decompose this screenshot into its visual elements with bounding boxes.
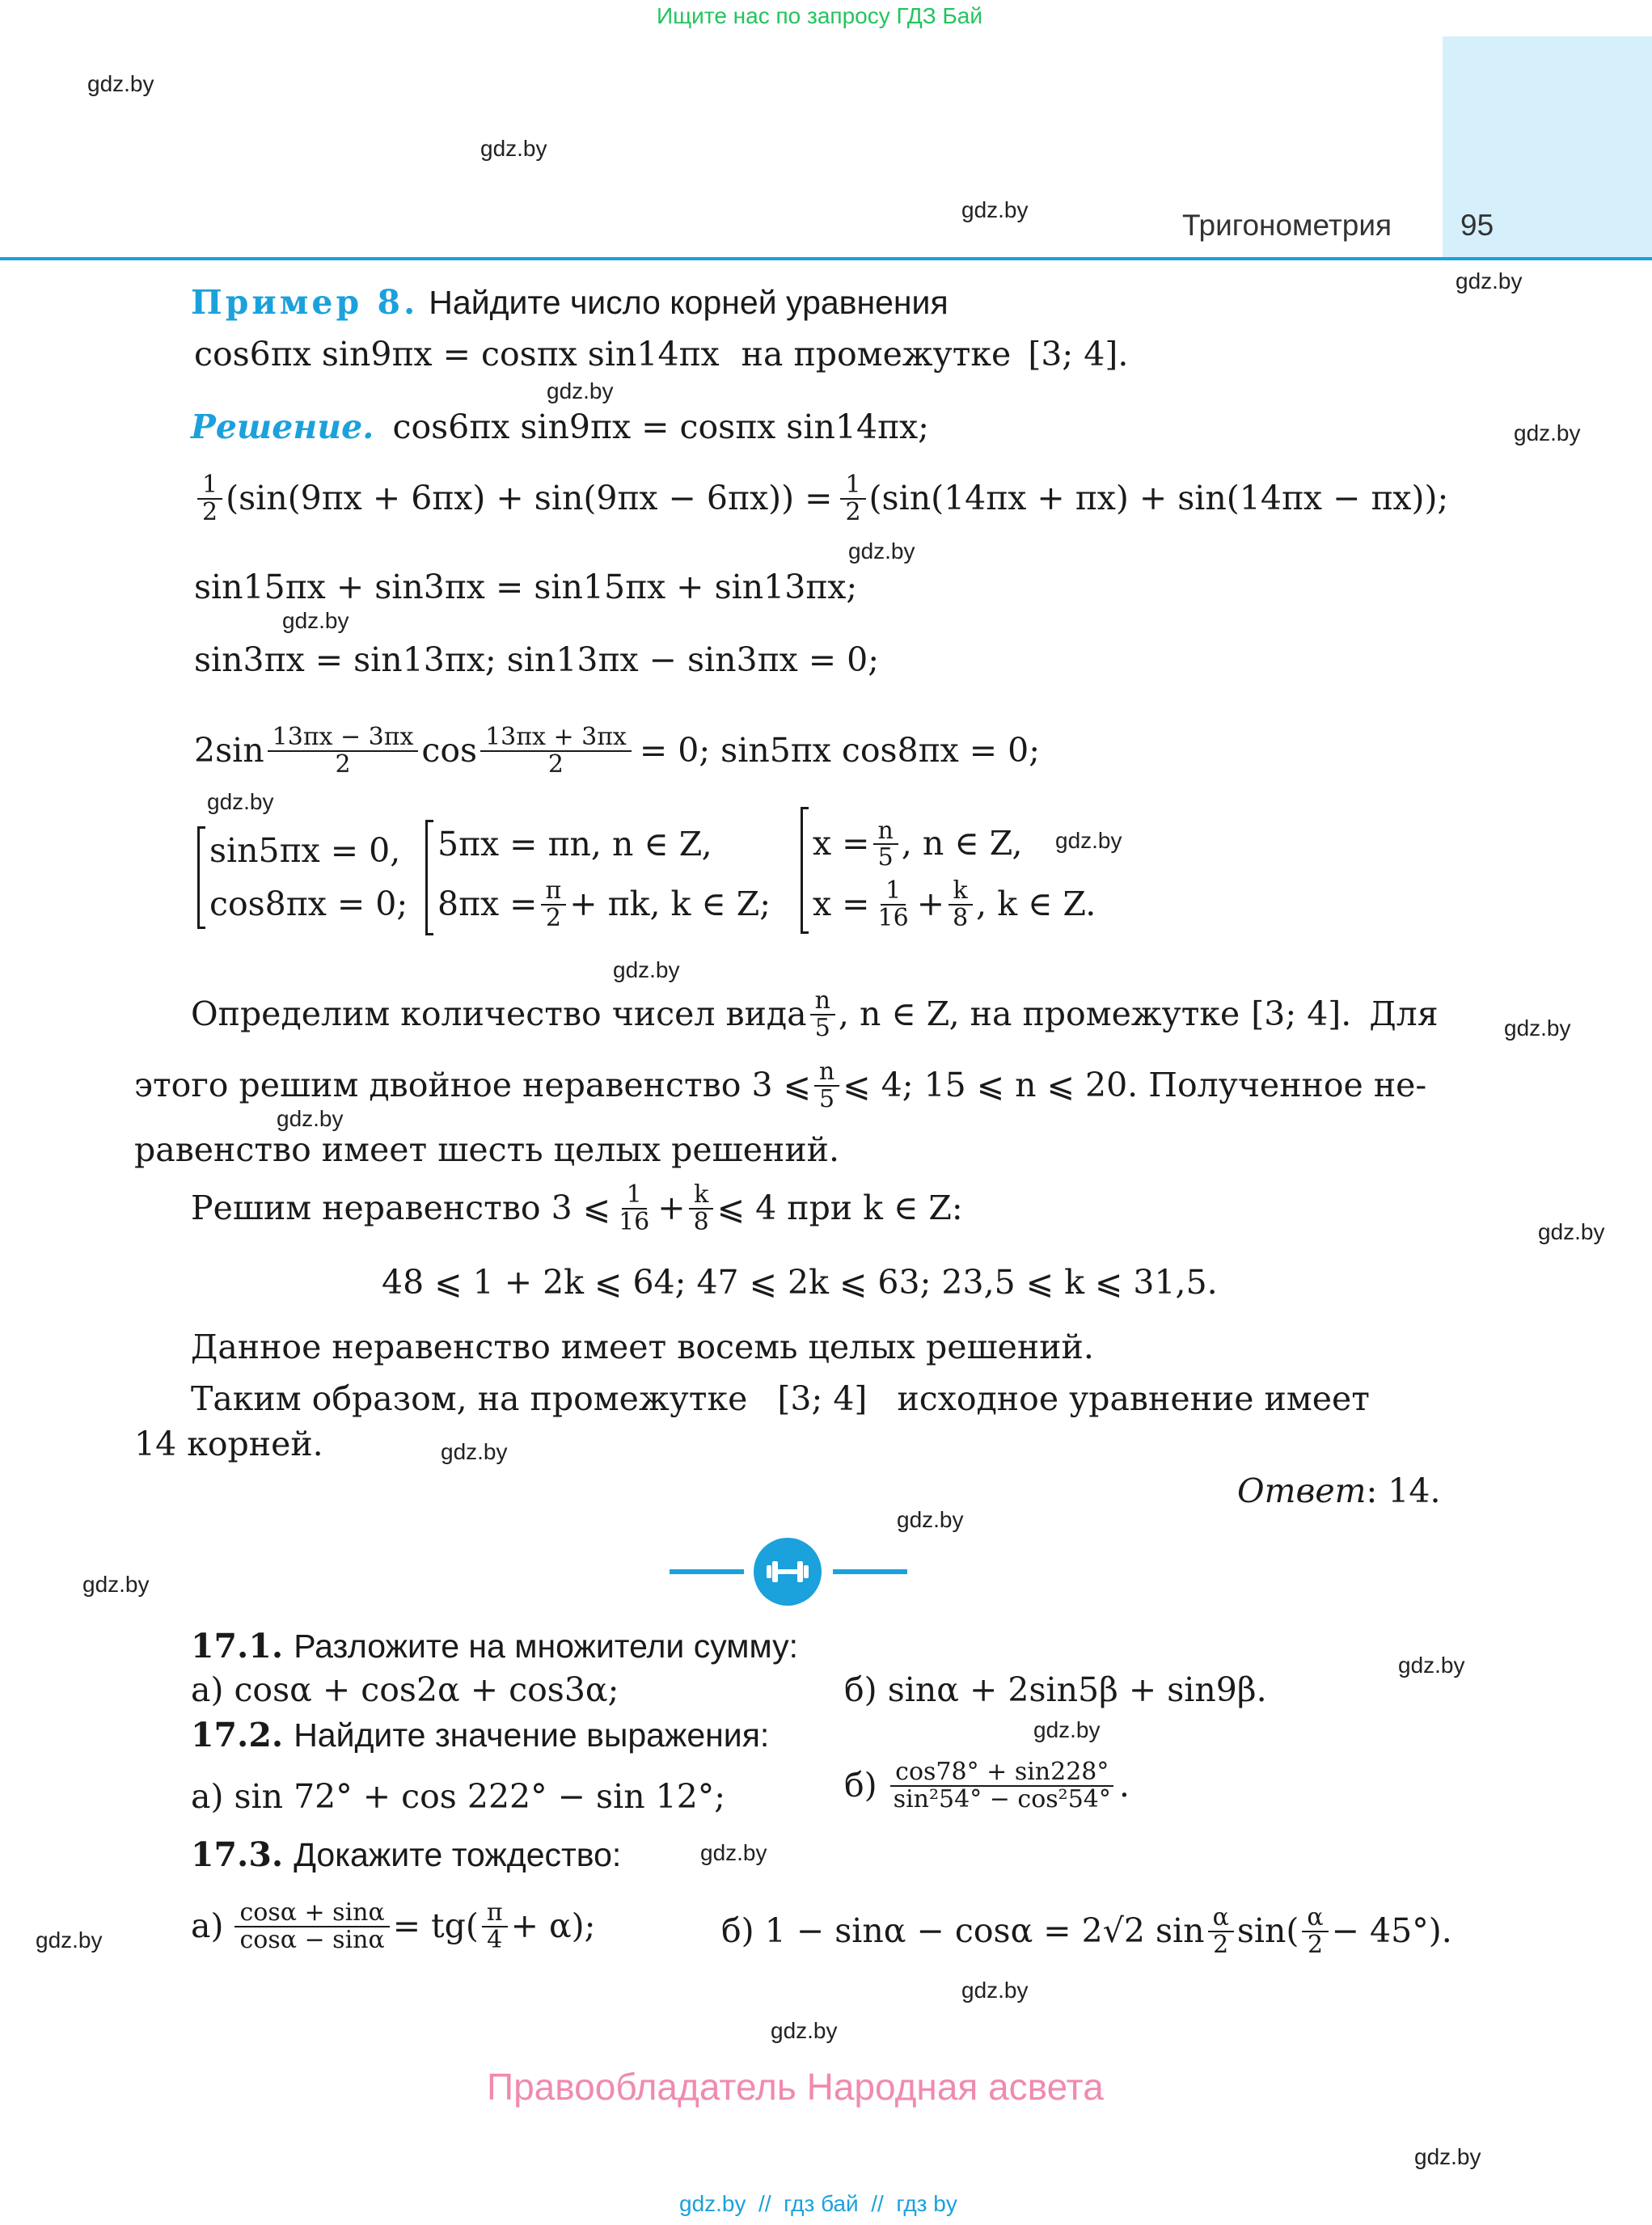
- paragraph-6: Данное неравенство имеет восемь целых решений.: [191, 1328, 1094, 1366]
- solution-eq-2b: (sin(14πx + πx) + sin(14πx − πx));: [868, 478, 1449, 517]
- rights-holder: Правообладатель Народная асвета: [487, 2066, 1104, 2108]
- divider-right: [833, 1569, 907, 1574]
- alpha-half-fraction: $\frac{\alpha}{2}$: [1208, 1905, 1234, 1957]
- paragraph-4: Решим неравенство 3 ⩽ $\frac{1}{16}$ + $\frac{k}{8}$ ⩽ 4 при k ∈ Z:: [191, 1180, 963, 1236]
- example-interval-text: на промежутке: [741, 335, 1012, 374]
- system-2-row: 8πx = $\frac{\pi}{2}$ + πk, k ∈ Z;: [437, 876, 771, 932]
- example-label: Пример 8.: [191, 283, 419, 322]
- exercise-text: Докажите тождество:: [294, 1836, 622, 1873]
- pi-half-fraction: $\frac{\pi}{2}$: [541, 878, 567, 931]
- exercise-17-1-a: а) cosα + cos2α + cos3α;: [191, 1670, 619, 1709]
- watermark: gdz.by: [771, 2018, 838, 2043]
- header-rule: [0, 257, 1652, 260]
- half-fraction: $\frac{1}{2}$: [840, 472, 865, 525]
- answer: [1237, 1471, 1441, 1511]
- trig-fraction: $\frac{\cos 78^\circ + \sin 228^\circ}{\text{sin²54° − cos²54°}}$: [889, 1759, 1116, 1812]
- n-over-5-fraction: $\frac{n}{5}$: [810, 988, 835, 1041]
- system-1-row: sin5πx = 0,: [209, 831, 401, 870]
- watermark: gdz.by: [961, 1978, 1029, 2003]
- paragraph-1: Определим количество чисел вида $\frac{n}{5}$ , n ∈ Z, на промежутке [3; 4]. Для: [191, 986, 1439, 1042]
- one-sixteenth-fraction: $\frac{1}{16}$: [877, 876, 909, 932]
- answer-label: Ответ: [1237, 1471, 1367, 1510]
- system-2: [425, 820, 771, 935]
- solution-line-3: sin15πx + sin3πx = sin15πx + sin13πx;: [194, 568, 858, 606]
- paragraph-2: этого решим двойное неравенство 3 ⩽ $\frac{n}{5}$ ⩽ 4; 15 ⩽ n ⩽ 20. Полученное не-: [134, 1058, 1427, 1113]
- example-interval: [3; 4].: [1028, 335, 1129, 374]
- footer-links[interactable]: gdz.by // гдз бай // гдз by: [679, 2191, 957, 2216]
- system-1-row: cos8πx = 0;: [209, 885, 408, 923]
- solution-line-4: sin3πx = sin13πx; sin13πx − sin3πx = 0;: [194, 640, 880, 679]
- paragraph-7: Таким образом, на промежутке [3; 4] исходное уравнение имеет: [191, 1379, 1370, 1418]
- watermark: gdz.by: [1055, 828, 1122, 853]
- watermark: gdz.by: [1504, 1015, 1571, 1041]
- system-3-row: x = $\frac{1}{16}$ + $\frac{k}{8}$ , k ∈ Z.: [813, 876, 1096, 932]
- solution-eq-2a: (sin(9πx + 6πx) + sin(9πx − 6πx)) =: [226, 478, 833, 517]
- paragraph-3: равенство имеет шесть целых решений.: [134, 1130, 840, 1169]
- solution-line-2: [194, 472, 1448, 525]
- solution-eq-5a: 2sin: [194, 730, 264, 770]
- watermark: gdz.by: [1398, 1653, 1465, 1678]
- dumbbell-icon: [754, 1538, 822, 1606]
- solution-line-1: [191, 407, 929, 447]
- page-number: 95: [1460, 209, 1494, 242]
- watermark: gdz.by: [1414, 2144, 1481, 2169]
- exercise-text: Найдите значение выражения:: [294, 1716, 770, 1754]
- watermark: gdz.by: [1538, 1219, 1605, 1244]
- system-1: [197, 826, 408, 929]
- watermark: gdz.by: [82, 1572, 150, 1597]
- solution-eq-5b: = 0; sin5πx cos8πx = 0;: [639, 730, 1041, 770]
- watermark: gdz.by: [613, 957, 680, 982]
- exercise-17-2: [191, 1716, 769, 1755]
- fraction-diff: $\frac{13\pi x - 3\pi x}{2}$: [268, 724, 419, 777]
- example-equation: cos6πx sin9πx = cosπx sin14πx: [194, 335, 720, 374]
- identity-fraction: $\frac{\cos\alpha + \sin\alpha}{\cos\alpha - \sin\alpha}$: [234, 1900, 389, 1953]
- exercise-number: 17.3.: [191, 1835, 284, 1874]
- exercise-number: 17.1.: [191, 1627, 284, 1666]
- k-over-8-fraction: $\frac{k}{8}$: [689, 1182, 714, 1235]
- section-title: Тригонометрия: [1182, 209, 1392, 242]
- system-3-bracket: [801, 807, 1096, 934]
- watermark: gdz.by: [207, 789, 274, 814]
- exercise-17-2-a: а) sin 72° + cos 222° − sin 12°;: [191, 1777, 726, 1816]
- example-heading: [191, 283, 949, 323]
- watermark: gdz.by: [1033, 1717, 1101, 1742]
- watermark: gdz.by: [700, 1840, 767, 1865]
- watermark: gdz.by: [441, 1439, 508, 1464]
- watermark: gdz.by: [36, 1927, 103, 1953]
- top-banner[interactable]: Ищите нас по запросу ГДЗ Бай: [657, 3, 983, 28]
- watermark: gdz.by: [961, 197, 1029, 222]
- exercise-17-3-b: б) 1 − sinα − cosα = 2√2 sin $\frac{\alpha}{2}$ sin( $\frac{\alpha}{2}$ − 45°).: [721, 1903, 1452, 1959]
- paragraph-8: 14 корней.: [134, 1425, 323, 1463]
- watermark: gdz.by: [1456, 268, 1523, 293]
- example-equation-line: [194, 335, 1128, 374]
- solution-eq-1: cos6πx sin9πx = cosπx sin14πx;: [392, 407, 929, 446]
- watermark: gdz.by: [848, 538, 915, 564]
- watermark: gdz.by: [1514, 420, 1581, 445]
- pi-quarter-fraction: $\frac{\pi}{4}$: [482, 1900, 508, 1953]
- n-over-5-fraction: $\frac{n}{5}$: [814, 1059, 839, 1112]
- fraction-sum: $\frac{13\pi x + 3\pi x}{2}$: [480, 724, 632, 777]
- solution-label: Решение.: [191, 407, 374, 446]
- watermark: gdz.by: [897, 1507, 964, 1532]
- solution-line-5: [194, 724, 1040, 777]
- answer-value: : 14.: [1366, 1471, 1441, 1510]
- watermark: gdz.by: [547, 378, 614, 403]
- system-2-row: 5πx = πn, n ∈ Z,: [437, 825, 712, 863]
- divider-left: [670, 1569, 744, 1574]
- system-2-bracket: [425, 820, 771, 935]
- system-1-bracket: [197, 826, 408, 929]
- exercise-17-1: [191, 1627, 798, 1666]
- exercise-number: 17.2.: [191, 1716, 284, 1754]
- alpha-half-fraction: $\frac{\alpha}{2}$: [1302, 1905, 1328, 1957]
- exercise-17-1-b: б) sinα + 2sin5β + sin9β.: [844, 1670, 1267, 1709]
- exercise-17-3: [191, 1835, 621, 1875]
- solution-eq-5cos: cos: [421, 730, 478, 770]
- exercise-text: Разложите на множители сумму:: [294, 1628, 798, 1665]
- k-over-8-fraction: $\frac{k}{8}$: [948, 878, 973, 931]
- watermark: gdz.by: [277, 1106, 344, 1131]
- half-fraction: $\frac{1}{2}$: [197, 472, 222, 525]
- exercise-17-2-b: б) $\frac{\cos 78^\circ + \sin 228^\circ}{\text{sin²54° − cos²54°}}$ .: [844, 1758, 1130, 1813]
- watermark: gdz.by: [480, 136, 547, 161]
- paragraph-5: 48 ⩽ 1 + 2k ⩽ 64; 47 ⩽ 2k ⩽ 63; 23,5 ⩽ k ⩽ 31,5.: [382, 1263, 1218, 1302]
- watermark: gdz.by: [87, 71, 154, 96]
- system-3-row: x = $\frac{n}{5}$ , n ∈ Z,: [813, 816, 1023, 872]
- one-sixteenth-fraction: $\frac{1}{16}$: [619, 1180, 650, 1236]
- exercise-17-3-a: а) $\frac{\cos\alpha + \sin\alpha}{\cos\alpha - \sin\alpha}$ = tg( $\frac{\pi}{4}$ + α);: [191, 1898, 596, 1954]
- watermark: gdz.by: [282, 608, 349, 633]
- n-over-5-fraction: $\frac{n}{5}$: [873, 818, 898, 871]
- example-statement: Найдите число корней уравнения: [429, 284, 949, 321]
- system-3: [801, 807, 1096, 934]
